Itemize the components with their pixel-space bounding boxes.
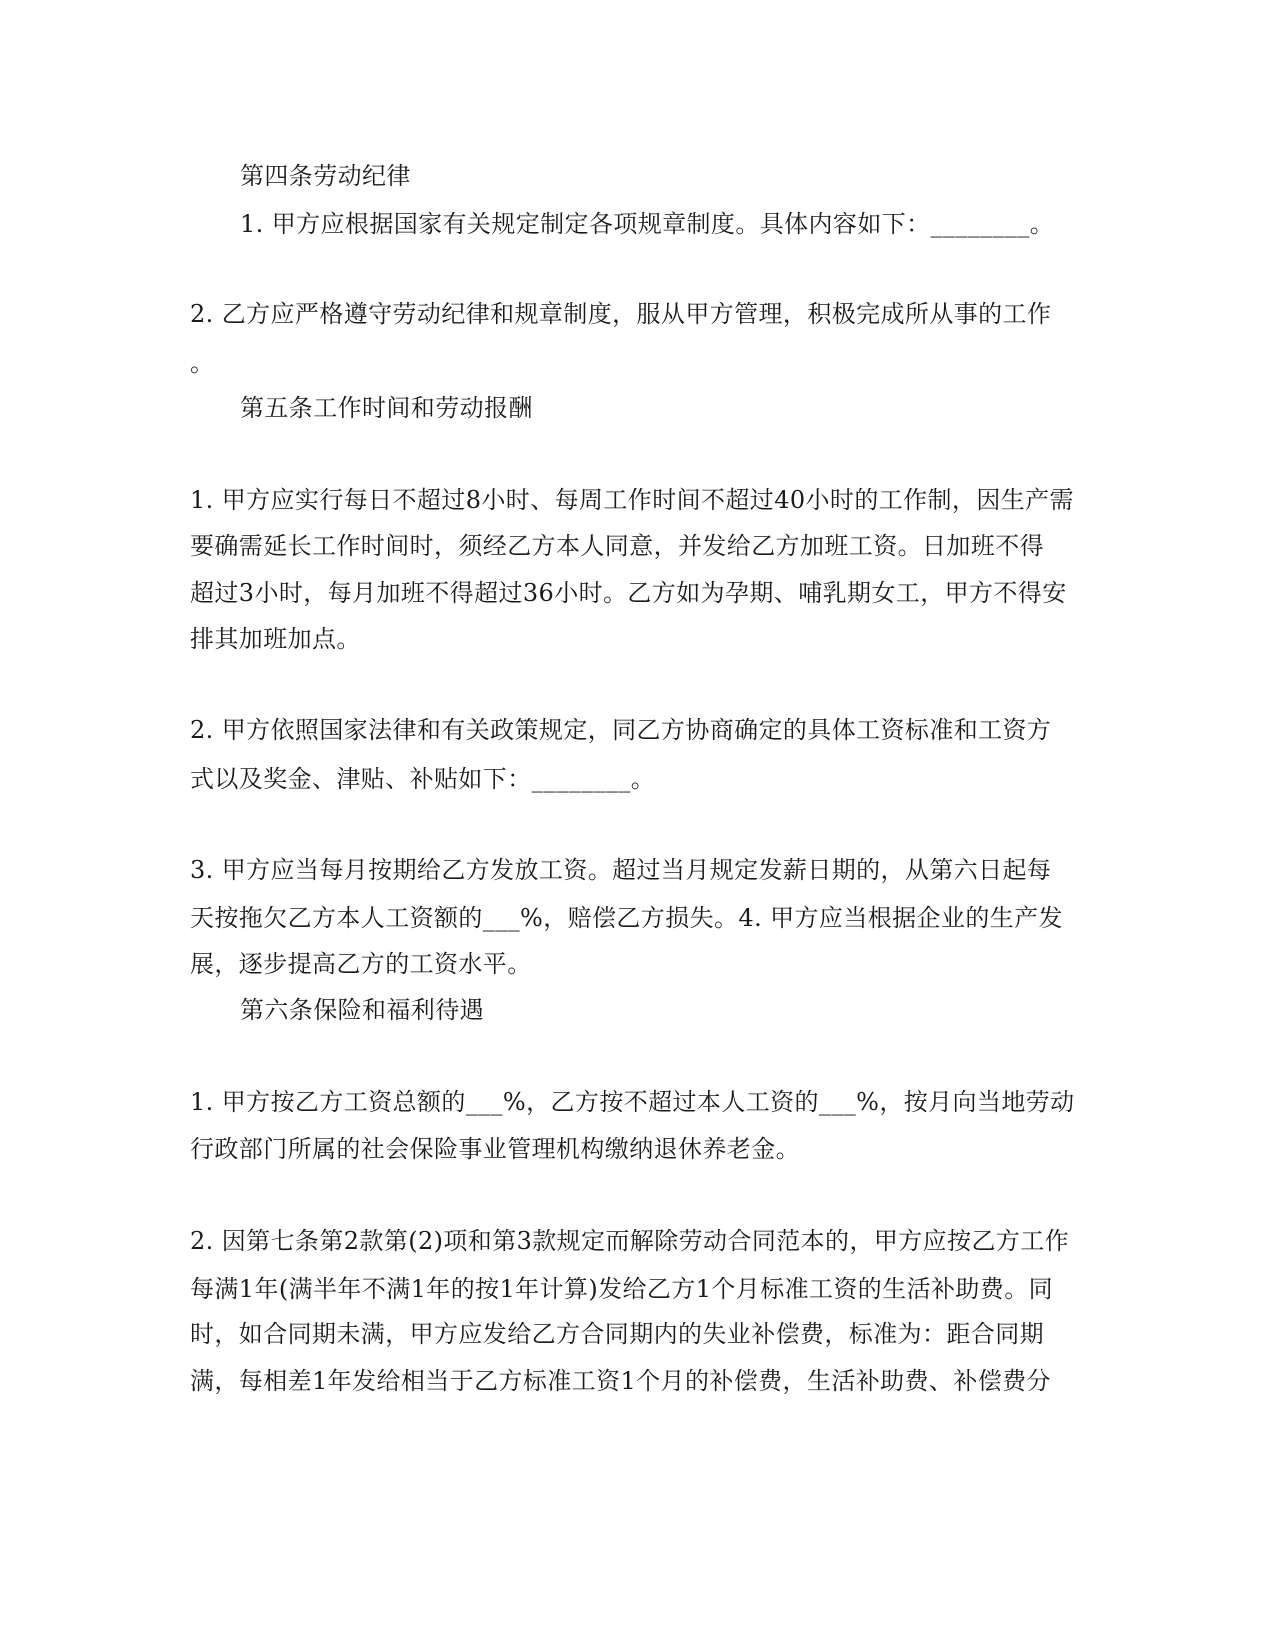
paragraph-line: 展，逐步提高乙方的工资水平。: [190, 950, 532, 978]
paragraph-line: 。: [190, 349, 215, 377]
article-4-heading: 第四条劳动纪律: [240, 162, 411, 190]
paragraph-line: 式以及奖金、津贴、补贴如下：________。: [190, 765, 656, 793]
article-5-heading: 第五条工作时间和劳动报酬: [240, 394, 533, 422]
paragraph-line: 超过3小时，每月加班不得超过36小时。乙方如为孕期、哺乳期女工，甲方不得安: [190, 579, 1067, 607]
paragraph-line: 1. 甲方应根据国家有关规定制定各项规章制度。具体内容如下：________。: [240, 210, 1055, 238]
paragraph-line: 天按拖欠乙方本人工资额的___%，赔偿乙方损失。4. 甲方应当根据企业的生产发: [190, 904, 1063, 932]
article-6-heading: 第六条保险和福利待遇: [240, 996, 484, 1024]
paragraph-line: 2. 乙方应严格遵守劳动纪律和规章制度，服从甲方管理，积极完成所从事的工作: [190, 300, 1052, 328]
paragraph-line: 时，如合同期未满，甲方应发给乙方合同期内的失业补偿费，标准为：距合同期: [190, 1320, 1044, 1348]
paragraph-line: 1. 甲方应实行每日不超过8小时、每周工作时间不超过40小时的工作制，因生产需: [190, 486, 1074, 514]
paragraph-line: 满，每相差1年发给相当于乙方标准工资1个月的补偿费，生活补助费、补偿费分: [190, 1367, 1051, 1395]
paragraph-line: 排其加班加点。: [190, 625, 361, 653]
paragraph-line: 行政部门所属的社会保险事业管理机构缴纳退休养老金。: [190, 1135, 800, 1163]
paragraph-line: 3. 甲方应当每月按期给乙方发放工资。超过当月规定发薪日期的，从第六日起每: [190, 856, 1052, 884]
paragraph-line: 2. 因第七条第2款第(2)项和第3款规定而解除劳动合同范本的，甲方应按乙方工作: [190, 1227, 1070, 1255]
paragraph-line: 要确需延长工作时间时，须经乙方本人同意，并发给乙方加班工资。日加班不得: [190, 532, 1044, 560]
paragraph-line: 2. 甲方依照国家法律和有关政策规定，同乙方协商确定的具体工资标准和工资方: [190, 716, 1052, 744]
paragraph-line: 每满1年(满半年不满1年的按1年计算)发给乙方1个月标准工资的生活补助费。同: [190, 1275, 1054, 1303]
paragraph-line: 1. 甲方按乙方工资总额的___%，乙方按不超过本人工资的___%，按月向当地劳动: [190, 1088, 1075, 1116]
